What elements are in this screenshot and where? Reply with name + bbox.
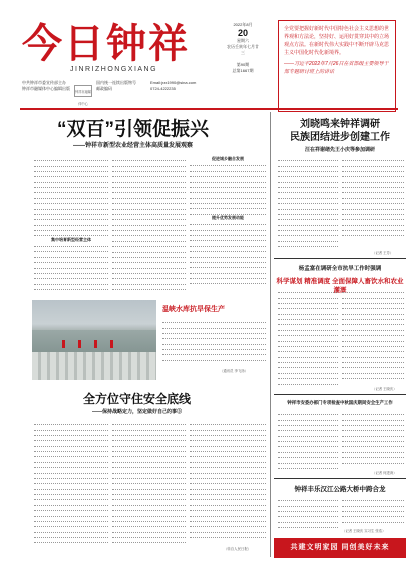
right-top-subheadline: 汪在祥谢绪先王小庆等参加调研 [304, 147, 375, 153]
second-column-1 [34, 420, 108, 548]
right-middle-author: （记者 王晓庆） [372, 387, 397, 391]
slogan-source: ——习近平2022年7月26日在省部级主要领导干部专题研讨班上的讲话 [284, 61, 389, 75]
right-lower-column-1 [278, 410, 338, 472]
right-lower-column-2 [342, 410, 404, 466]
second-column-2 [112, 420, 186, 548]
right-middle-column-1 [278, 288, 338, 388]
pub-line-3: 邮政编码 [96, 86, 112, 91]
lead-subheadline: ——钟祥市新型农业经营主体高质量发展观察 [72, 143, 193, 149]
issue-lunar: 农历壬寅年七月廿三 [227, 44, 259, 55]
contact-email: Email:jrzx1990@sina.com [150, 80, 197, 85]
right-middle-column-2 [342, 288, 404, 384]
lead-section-3: 提升优势发展动能 [212, 214, 244, 220]
masthead-title: 今日钟祥 [22, 20, 190, 67]
right-bottom-headline: 钟祥丰乐汉江公路大桥中跨合龙 [294, 486, 386, 493]
publisher-info [22, 80, 72, 92]
issue-date-box [226, 22, 260, 74]
right-divider-3 [274, 478, 406, 479]
lead-headline: “双百”引领促振兴 [56, 119, 209, 140]
slogan-text: 全党要把握好新时代中国特色社会主义思想的世界观和方法论，坚持好、运用好贯穿其中的立场观点方法。在新时代伟大实践中不断开辟马克思主义中国化时代化新境界。 [284, 26, 390, 56]
right-divider-2 [274, 394, 406, 395]
column-divider [270, 112, 271, 557]
second-column-3 [190, 420, 266, 542]
lead-column-2 [112, 156, 186, 291]
right-top-author: （记者 王芳） [372, 251, 394, 255]
right-top-column-2 [342, 156, 404, 248]
right-top-headline-line-2: 民族团结进步创建工作 [290, 132, 390, 143]
issue-number: 第90期 [236, 62, 250, 67]
right-top-headline [274, 118, 406, 144]
right-lower-author: （记者 何进涛） [372, 471, 397, 475]
issue-day: 20 [237, 28, 248, 38]
publisher-seal: 钟祥市融媒体中心 [74, 85, 92, 97]
masthead-pinyin: JINRIZHONGXIANG [70, 66, 158, 73]
right-bottom-column-1 [278, 496, 338, 530]
lead-column-1 [34, 156, 108, 291]
lead-section-1: 集中培育新型经营主体 [51, 236, 91, 242]
right-top-column-1 [278, 156, 338, 248]
right-lower-headline: 钟祥市安委办部门专项检查中秋国庆期间安全生产工作 [287, 400, 393, 405]
slogan-box [278, 20, 396, 112]
second-subheadline: ——保持战略定力，坚定做好自己的事③ [91, 409, 182, 415]
lead-section-2: 促进城乡融合发展 [212, 156, 244, 161]
reservoir-photo [32, 300, 156, 380]
contact-phone: 0724-4222235 [150, 86, 176, 91]
masthead-rule [20, 108, 398, 110]
footer-slogan-banner: 共建文明家园 同创美好未来 [274, 538, 406, 558]
org-line-2: 钟祥市融媒体中心编辑出版 [22, 86, 70, 91]
right-middle-headline: 科学谋划 精准调度 全面保障人畜饮水和农业灌溉 [276, 278, 404, 294]
photo-credit: （通讯员 李飞扬） [220, 369, 249, 373]
right-divider-1 [274, 258, 406, 259]
photo-title: 温峡水库抗旱保生产 [162, 306, 225, 313]
issue-year-month: 2022年8月 [233, 22, 253, 27]
right-middle-kicker: 杨孟富在调研全市抗旱工作时强调 [298, 266, 382, 272]
right-top-headline-line-1: 刘晓鸣来钟祥调研 [300, 119, 380, 130]
second-end-note: （转自人民日报） [224, 547, 252, 551]
publication-numbers [96, 80, 146, 92]
lead-column-3 [190, 156, 266, 291]
pub-line-2: 国内统一连续出版物号 [96, 80, 136, 85]
org-line-1: 中共钟祥市委宣传部主办 [22, 80, 66, 85]
photo-caption [162, 318, 266, 364]
contact-info [150, 80, 220, 92]
issue-weekday: 星期六 [237, 38, 249, 43]
right-bottom-column-2 [342, 496, 404, 524]
right-bottom-author: （记者 王晓庆 实习生 张浩） [342, 529, 386, 533]
issue-total: 总第1667期 [232, 68, 254, 73]
second-headline: 全方位守住安全底线 [82, 392, 191, 406]
